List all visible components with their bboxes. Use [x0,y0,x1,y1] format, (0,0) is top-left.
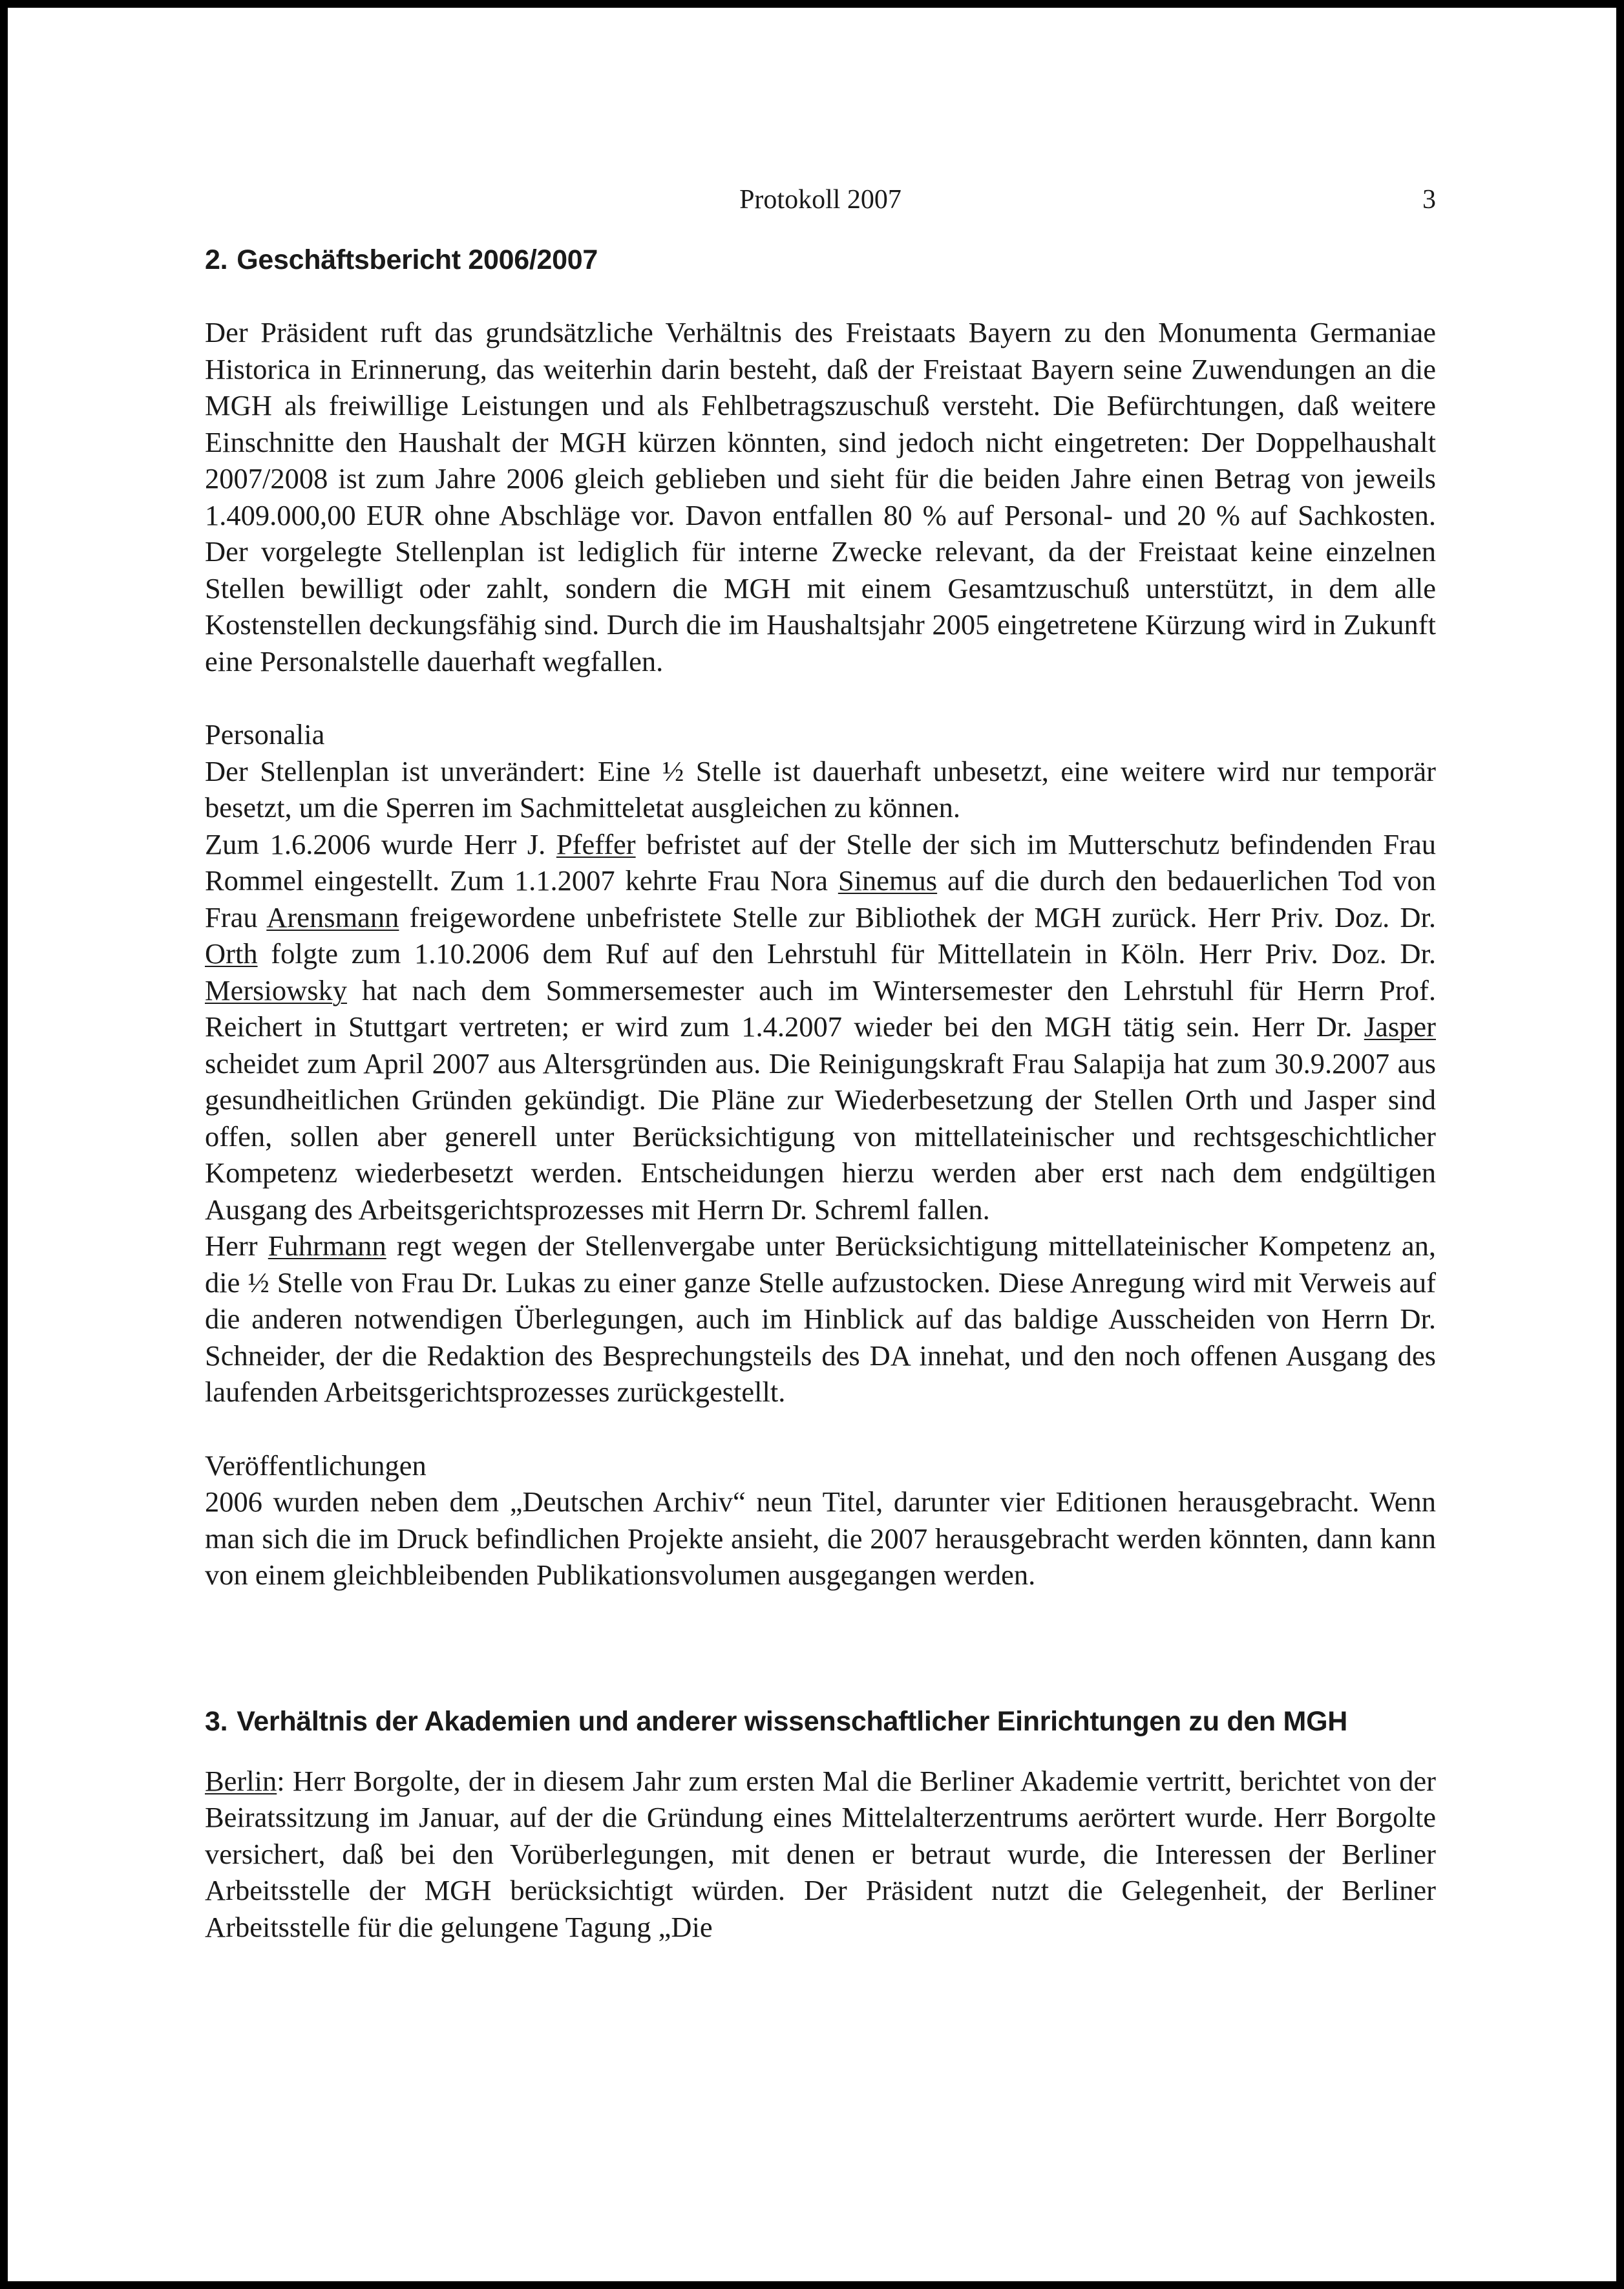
page-number: 3 [1422,185,1436,215]
text-run: folgte zum 1.10.2006 dem Ruf auf den Lehrstuhl für Mittellatein in Köln. Herr Priv. Doz. Dr. [257,937,1436,970]
text-run: Zum 1.6.2006 wurde Herr J. [205,827,556,860]
name-jasper: Jasper [1364,1010,1436,1043]
text-run: scheidet zum April 2007 aus Altersgründen aus. Die Reinigungskraft Frau Salapija hat zum 30.9.2007 aus gesundheitlichen Gründen gekündigt. Die Pläne zur Wiederbesetzung der Stellen Orth und Jasper sind offen, sollen aber generell unter Berücksichtigung von mittellateinischer und rechtsgeschichtlicher Kompetenz wiederbesetzt werden. Entscheidungen hierzu werden aber erst nach dem endgültigen Ausgang des Arbeitsgerichtsprozesses mit Herrn Dr. Schreml fallen. [205,1047,1436,1226]
personalia-paragraph-3 [205,1228,1436,1411]
personalia-heading: Personalia [205,718,325,751]
berlin-label: Berlin [205,1764,277,1797]
name-arensmann: Arensmann [266,900,399,933]
name-fuhrmann: Fuhrmann [268,1230,386,1262]
running-title: Protokoll 2007 [739,185,902,215]
name-orth: Orth [205,937,258,970]
berlin-text: : Herr Borgolte, der in diesem Jahr zum ersten Mal die Berliner Akademie vertritt, berichtet von der Beiratssitzung im Januar, auf der die Gründung eines Mittelalterzentrums aerörtert wurde. Herr Borgolte versichert, daß bei den Vorüberlegungen, mit denen er betraut wurde, die Interessen der Berliner Arbeitsstelle der MGH berücksichtigt würden. Der Präsident nutzt die Gelegenheit, der Berliner Arbeitsstelle für die gelungene Tagung „Die [205,1764,1436,1943]
berlin-paragraph [205,1763,1436,1946]
text-run: auf die durch den bedauerlichen Tod von Frau [205,864,1436,933]
name-mersiowsky: Mersiowsky [205,974,348,1006]
section-3-number: 3. [205,1705,228,1737]
section-2-title: Geschäftsbericht 2006/2007 [237,244,598,275]
text-run: befristet auf der Stelle der sich im Mutterschutz befindenden Frau Rommel eingestellt. Zum 1.1.2007 kehrte Frau Nora [205,827,1436,897]
section-2-heading [205,242,1436,278]
section-2-number: 2. [205,244,228,275]
section-2-intro-paragraph: Der Präsident ruft das grundsätzliche Verhältnis des Freistaats Bayern zu den Monumenta Germaniae Historica in Erinnerung, das weiterhin darin besteht, daß der Freistaat Bayern seine Zuwendungen an die MGH als freiwillige Leistungen und als Fehlbetragszuschuß versteht. Die Befürchtungen, daß weitere Einschnitte den Haushalt der MGH kürzen könnten, sind jedoch nicht eingetreten: Der Doppelhaushalt 2007/2008 ist zum Jahre 2006 gleich geblieben und sieht für die beiden Jahre einen Betrag von jeweils 1.409.000,00 EUR ohne Abschläge vor. Davon entfallen 80 % auf Personal- und 20 % auf Sachkosten. Der vorgelegte Stellenplan ist lediglich für interne Zwecke relevant, da der Freistaat keine einzelnen Stellen bewilligt oder zahlt, sondern die MGH mit einem Gesamtzuschuß unterstützt, in dem alle Kostenstellen deckungsfähig sind. Durch die im Haushaltsjahr 2005 eingetretene Kürzung wird in Zukunft eine Personalstelle dauerhaft wegfallen. [205,316,1436,677]
page-content [205,242,1436,1945]
text-run: Herr [205,1230,268,1262]
page-header [205,177,1436,222]
text-run: freigewordene unbefristete Stelle zur Bibliothek der MGH zurück. Herr Priv. Doz. Dr. [399,900,1436,933]
section-3-heading [205,1703,1436,1740]
text-run: regt wegen der Stellenvergabe unter Berücksichtigung mittellateinischer Kompetenz an, die ½ Stelle von Frau Dr. Lukas zu einer ganze Stelle aufzustocken. Diese Anregung wird mit Verweis auf die anderen notwendigen Überlegungen, auch im Hinblick auf das baldige Ausscheiden von Herrn Dr. Schneider, der die Redaktion des Besprechungsteils des DA innehat, und den noch offenen Ausgang des laufenden Arbeitsgerichtsprozesses zurückgestellt. [205,1230,1436,1408]
personalia-paragraph-2 [205,826,1436,1228]
section-3-title: Verhältnis der Akademien und anderer wissenschaftlicher Einrichtungen zu den MGH [237,1705,1347,1737]
name-pfeffer: Pfeffer [556,827,636,860]
publications-paragraph: 2006 wurden neben dem „Deutschen Archiv“ neun Titel, darunter vier Editionen herausgebracht. Wenn man sich die im Druck befindlichen Projekte ansieht, die 2007 herausgebracht werden könnten, dann kann von einem gleichbleibenden Publikationsvolumen ausgegangen werden. [205,1485,1436,1591]
text-run: hat nach dem Sommersemester auch im Wintersemester den Lehrstuhl für Herrn Prof. Reichert in Stuttgart vertreten; er wird zum 1.4.2007 wieder bei den MGH tätig sein. Herr Dr. [205,974,1436,1043]
personalia-paragraph-1: Der Stellenplan ist unverändert: Eine ½ Stelle ist dauerhaft unbesetzt, eine weitere wird nur temporär besetzt, um die Sperren im Sachmitteletat ausgleichen zu können. [205,754,1436,824]
publications-heading: Veröffentlichungen [205,1449,427,1482]
name-sinemus: Sinemus [838,864,938,897]
